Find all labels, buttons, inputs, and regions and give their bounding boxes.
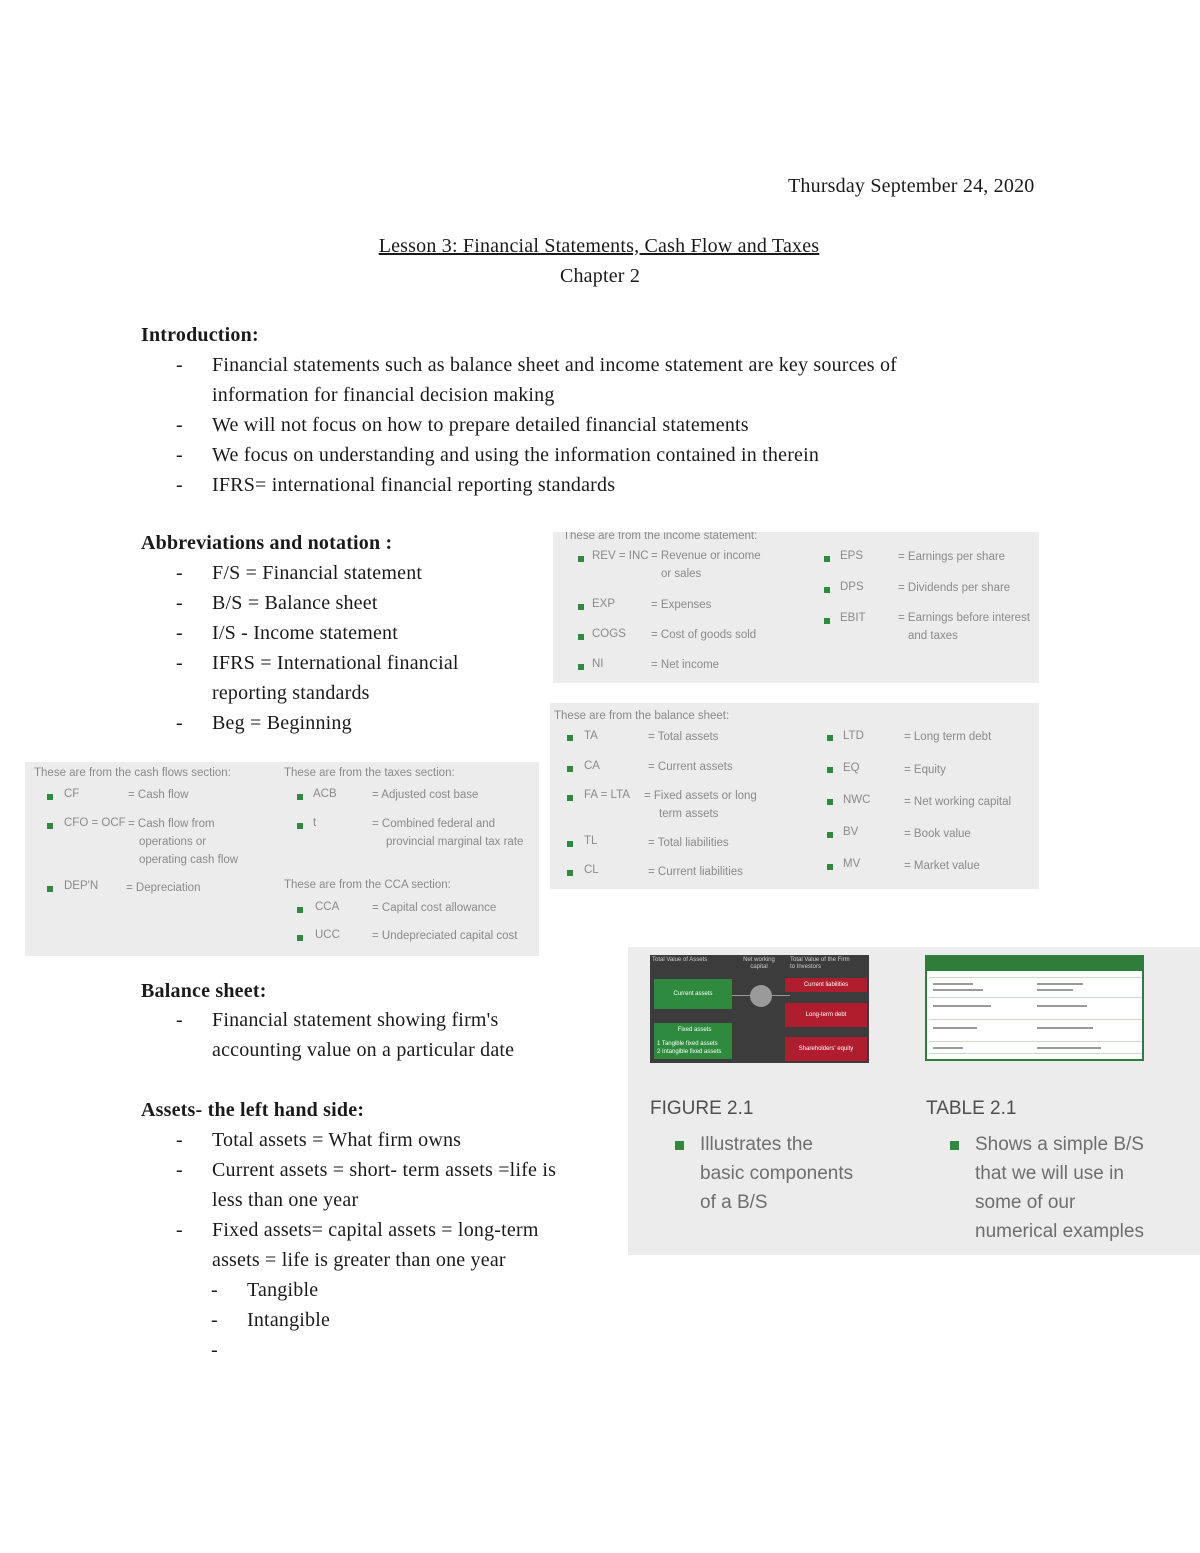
bullet-icon bbox=[297, 823, 303, 829]
abbreviation: NWC bbox=[843, 794, 871, 806]
bullet-icon bbox=[578, 556, 584, 562]
connector-line bbox=[732, 995, 790, 996]
list-item: - I/S - Income statement bbox=[176, 618, 459, 648]
bullet-icon bbox=[567, 841, 573, 847]
table-rule bbox=[929, 997, 1142, 998]
abbreviation: FA = LTA bbox=[584, 789, 630, 801]
bullet-icon bbox=[297, 907, 303, 913]
bullet-icon bbox=[827, 735, 833, 741]
list-item-continuation: reporting standards bbox=[212, 682, 370, 704]
abbreviation: CCA bbox=[315, 901, 340, 913]
table-description: Shows a simple B/S that we will use in some of our numerical examples bbox=[975, 1134, 1144, 1242]
diagram-label: Total Value of the Firm to Investors bbox=[790, 957, 850, 970]
abbreviation: CF bbox=[64, 788, 80, 800]
bullet-icon bbox=[47, 794, 53, 800]
abbreviation: DEP'N bbox=[64, 880, 99, 892]
abbreviation: EQ bbox=[843, 762, 860, 774]
panel-caption: These are from the CCA section: bbox=[284, 879, 451, 891]
definition: = Combined federal and provincial marginal tax rate bbox=[372, 818, 524, 848]
abbreviation: NI bbox=[592, 658, 604, 670]
list-item: - IFRS= international financial reporting standards bbox=[176, 470, 897, 500]
definition: = Cost of goods sold bbox=[651, 629, 757, 641]
bullet-icon bbox=[297, 935, 303, 941]
list-item: - We will not focus on how to prepare detailed financial statements bbox=[176, 410, 897, 440]
definition: = Market value bbox=[904, 860, 980, 872]
bullet-icon bbox=[297, 794, 303, 800]
list-item-continuation: accounting value on a particular date bbox=[212, 1039, 515, 1061]
list-item: - B/S = Balance sheet bbox=[176, 588, 459, 618]
balance-sheet-panel bbox=[550, 703, 1039, 889]
table-caption: TABLE 2.1 bbox=[926, 1098, 1017, 1119]
abbreviation: CA bbox=[584, 760, 600, 772]
definition: = Book value bbox=[904, 828, 971, 840]
table-text bbox=[933, 1047, 963, 1049]
definition: = Expenses bbox=[651, 599, 712, 611]
balance-sheet-table-image bbox=[925, 955, 1144, 1061]
fixed-assets-sub-list bbox=[211, 1275, 556, 1365]
list-item-continuation: information for financial decision making bbox=[212, 384, 555, 406]
document-title bbox=[0, 231, 1200, 291]
abbreviation: EBIT bbox=[840, 612, 866, 624]
bullet-icon bbox=[567, 870, 573, 876]
definition: = Equity bbox=[904, 764, 946, 776]
table-text bbox=[933, 1027, 977, 1029]
definition: = Capital cost allowance bbox=[372, 902, 497, 914]
bullet-icon bbox=[824, 587, 830, 593]
long-term-debt-box: Long-term debt bbox=[785, 1003, 867, 1027]
list-item: - IFRS = International financial bbox=[176, 648, 459, 678]
diagram-label: Total Value of Assets bbox=[652, 957, 708, 963]
bullet-icon bbox=[824, 556, 830, 562]
definition: = Adjusted cost base bbox=[372, 789, 479, 801]
bullet-icon bbox=[47, 886, 53, 892]
abbreviation: TL bbox=[584, 835, 598, 847]
definition: = Undepreciated capital cost bbox=[372, 930, 518, 942]
chapter-title: Chapter 2 bbox=[559, 265, 641, 287]
table-text bbox=[1037, 1047, 1101, 1049]
diagram-label: Net working capital bbox=[743, 957, 775, 970]
cash-flow-panel bbox=[25, 762, 539, 956]
list-item-continuation: less than one year bbox=[212, 1189, 359, 1211]
sub-list-container bbox=[176, 1275, 556, 1365]
definition: = Total assets bbox=[648, 731, 719, 743]
list-item: - Fixed assets= capital assets = long-term bbox=[176, 1215, 556, 1245]
table-text bbox=[1037, 989, 1073, 991]
list-item: - We focus on understanding and using the information contained in therein bbox=[176, 440, 897, 470]
definition: = Current assets bbox=[648, 761, 733, 773]
definition: = Net income bbox=[651, 659, 720, 671]
definition: = Cash flow from operations or operating cash flow bbox=[128, 818, 239, 866]
list-item: - Current assets = short- term assets =life is bbox=[176, 1155, 556, 1185]
income-statement-panel bbox=[553, 532, 1039, 683]
figure-table-panel bbox=[628, 947, 1200, 1255]
list-item: - Beg = Beginning bbox=[176, 708, 459, 738]
document-date: Thursday September 24, 2020 bbox=[788, 175, 1035, 197]
introduction-heading: Introduction: bbox=[141, 324, 259, 346]
table-text bbox=[1037, 1027, 1093, 1029]
definition: = Dividends per share bbox=[898, 582, 1011, 594]
panel-caption: These are from the income statement: bbox=[563, 532, 758, 542]
abbreviation: CFO = OCF bbox=[64, 817, 126, 829]
definition: = Total liabilities bbox=[648, 837, 729, 849]
bullet-icon bbox=[47, 823, 53, 829]
bullet-icon bbox=[950, 1141, 959, 1150]
sub-list-item: - Intangible bbox=[211, 1305, 556, 1335]
abbreviation: DPS bbox=[840, 581, 864, 593]
sub-list-item-empty bbox=[211, 1335, 556, 1365]
assets-list bbox=[176, 1125, 556, 1365]
bullet-icon bbox=[827, 864, 833, 870]
bullet-icon bbox=[567, 766, 573, 772]
bullet-icon bbox=[827, 799, 833, 805]
balance-sheet-list bbox=[176, 1005, 514, 1065]
table-rule bbox=[929, 1053, 1142, 1054]
list-item: - Financial statement showing firm's bbox=[176, 1005, 514, 1035]
table-text bbox=[933, 989, 983, 991]
bullet-icon bbox=[578, 604, 584, 610]
table-rule bbox=[929, 977, 1142, 978]
definition: = Earnings before interest and taxes bbox=[898, 612, 1031, 642]
fixed-assets-box bbox=[654, 1023, 732, 1059]
definition: = Cash flow bbox=[128, 789, 189, 801]
definition: = Net working capital bbox=[904, 796, 1012, 808]
balance-sheet-heading: Balance sheet: bbox=[141, 980, 267, 1002]
figure-caption: FIGURE 2.1 bbox=[650, 1098, 754, 1119]
table-rule bbox=[929, 1019, 1142, 1020]
net-working-capital-icon bbox=[750, 985, 772, 1007]
panel-caption: These are from the cash flows section: bbox=[34, 767, 231, 779]
shareholders-equity-box: Shareholders' equity bbox=[785, 1037, 867, 1061]
abbreviation: REV = INC bbox=[592, 550, 649, 562]
list-item-continuation: assets = life is greater than one year bbox=[212, 1249, 506, 1271]
table-text bbox=[933, 983, 973, 985]
bullet-icon bbox=[827, 767, 833, 773]
definition: = Long term debt bbox=[904, 731, 992, 743]
abbreviation: EXP bbox=[592, 598, 616, 610]
abbreviation: ACB bbox=[313, 788, 337, 800]
introduction-list bbox=[176, 350, 897, 500]
sub-list-item: - Tangible bbox=[211, 1275, 556, 1305]
table-header bbox=[927, 957, 1142, 971]
bullet-icon bbox=[578, 634, 584, 640]
list-item: - Total assets = What firm owns bbox=[176, 1125, 556, 1155]
abbreviation: LTD bbox=[843, 730, 864, 742]
lesson-title: Lesson 3: Financial Statements, Cash Flow and Taxes bbox=[378, 235, 820, 257]
figure-description: Illustrates the basic components of a B/S bbox=[700, 1134, 854, 1213]
tangible-label: 1 Tangible fixed assets bbox=[657, 1041, 718, 1047]
definition: = Depreciation bbox=[126, 882, 201, 894]
table-rule bbox=[929, 1041, 1142, 1042]
bullet-icon bbox=[827, 832, 833, 838]
definition: = Current liabilities bbox=[648, 866, 743, 878]
definition: = Earnings per share bbox=[898, 551, 1006, 563]
current-liabilities-box: Current liabilities bbox=[785, 978, 867, 992]
definition: = Revenue or income or sales bbox=[651, 550, 761, 580]
panel-caption: These are from the taxes section: bbox=[284, 767, 455, 779]
abbreviation: TA bbox=[584, 730, 598, 742]
bullet-icon bbox=[567, 795, 573, 801]
abbreviation: BV bbox=[843, 826, 859, 838]
balance-sheet-diagram bbox=[650, 955, 869, 1063]
abbreviations-list bbox=[176, 558, 459, 738]
intangible-label: 2 Intangible fixed assets bbox=[657, 1049, 722, 1055]
definition: = Fixed assets or long term assets bbox=[644, 790, 757, 820]
fixed-assets-label: Fixed assets bbox=[677, 1027, 712, 1033]
bullet-icon bbox=[567, 735, 573, 741]
abbreviation: COGS bbox=[592, 628, 626, 640]
assets-heading: Assets- the left hand side: bbox=[141, 1099, 365, 1121]
list-item: - F/S = Financial statement bbox=[176, 558, 459, 588]
bullet-icon bbox=[675, 1141, 684, 1150]
abbreviation: t bbox=[313, 817, 317, 829]
table-text bbox=[933, 1005, 991, 1007]
abbreviation: CL bbox=[584, 864, 599, 876]
abbreviation: UCC bbox=[315, 929, 340, 941]
table-text bbox=[1037, 983, 1083, 985]
abbreviations-heading: Abbreviations and notation : bbox=[141, 532, 393, 554]
bullet-icon bbox=[824, 618, 830, 624]
bullet-icon bbox=[578, 664, 584, 670]
abbreviation: EPS bbox=[840, 550, 864, 562]
panel-caption: These are from the balance sheet: bbox=[554, 710, 730, 722]
list-item: - Financial statements such as balance sheet and income statement are key sources of bbox=[176, 350, 897, 380]
current-assets-box: Current assets bbox=[654, 979, 732, 1009]
abbreviation: MV bbox=[843, 858, 861, 870]
table-text bbox=[1037, 1005, 1087, 1007]
